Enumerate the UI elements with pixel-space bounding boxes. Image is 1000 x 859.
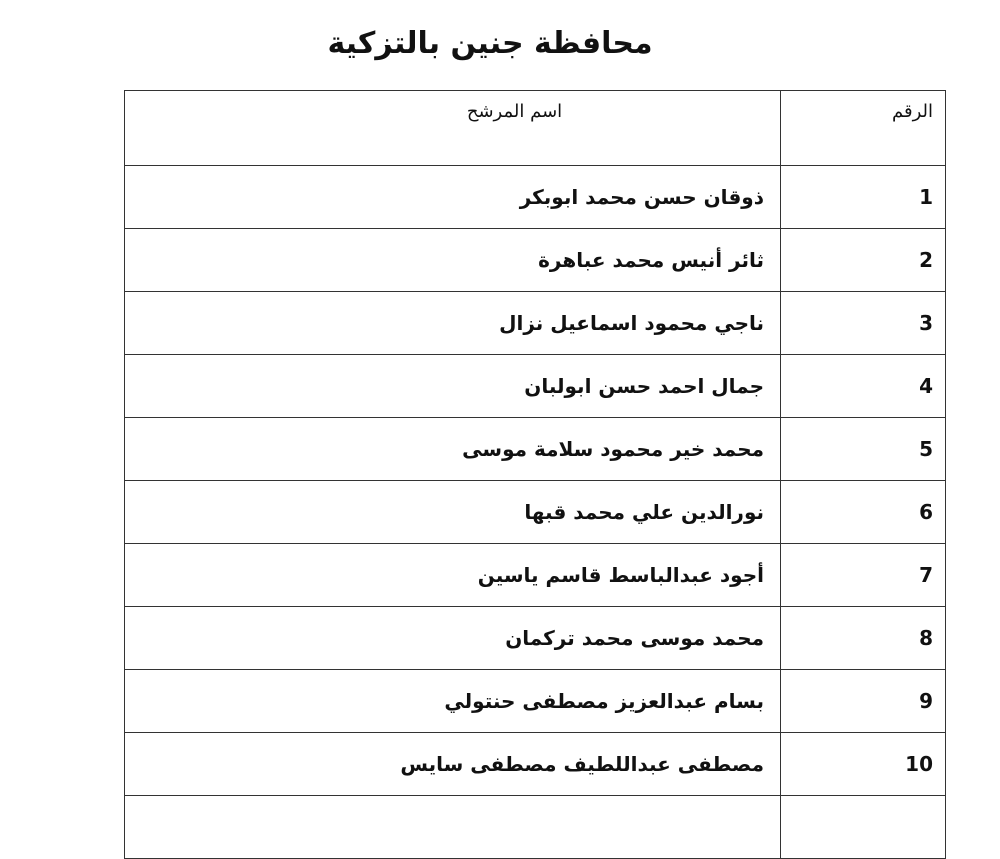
candidate-name: جمال احمد حسن ابولبان [125, 355, 781, 418]
table-row [125, 418, 946, 481]
candidate-name: ذوقان حسن محمد ابوبكر [125, 166, 781, 229]
table-header-row [125, 91, 946, 166]
row-number: 1 [781, 166, 946, 229]
row-number: 2 [781, 229, 946, 292]
candidate-name: محمد موسى محمد تركمان [125, 607, 781, 670]
row-number: 10 [781, 733, 946, 796]
table-row [125, 166, 946, 229]
document-title: محافظة جنين بالتزكية [327, 26, 653, 61]
table-row [125, 544, 946, 607]
table-row [125, 481, 946, 544]
candidate-name: بسام عبدالعزيز مصطفى حنتولي [125, 670, 781, 733]
row-number: 7 [781, 544, 946, 607]
table-row [125, 292, 946, 355]
candidates-table [124, 90, 946, 859]
row-number: 4 [781, 355, 946, 418]
candidate-name: محمد خير محمود سلامة موسى [125, 418, 781, 481]
table-row [125, 355, 946, 418]
row-number-cutoff [781, 796, 946, 859]
row-number: 5 [781, 418, 946, 481]
candidate-name: ناجي محمود اسماعيل نزال [125, 292, 781, 355]
row-number: 3 [781, 292, 946, 355]
candidate-name-cutoff [125, 796, 781, 859]
table-row [125, 733, 946, 796]
row-number: 8 [781, 607, 946, 670]
header-candidate-name: اسم المرشح [125, 91, 781, 166]
table-row-cutoff [125, 796, 946, 859]
candidate-name: نورالدين علي محمد قبها [125, 481, 781, 544]
table-row [125, 229, 946, 292]
row-number: 6 [781, 481, 946, 544]
candidate-name: أجود عبدالباسط قاسم ياسين [125, 544, 781, 607]
header-number: الرقم [781, 91, 946, 166]
table-row [125, 670, 946, 733]
candidate-name: ثائر أنيس محمد عباهرة [125, 229, 781, 292]
table-row [125, 607, 946, 670]
candidate-name: مصطفى عبداللطيف مصطفى سايس [125, 733, 781, 796]
row-number: 9 [781, 670, 946, 733]
